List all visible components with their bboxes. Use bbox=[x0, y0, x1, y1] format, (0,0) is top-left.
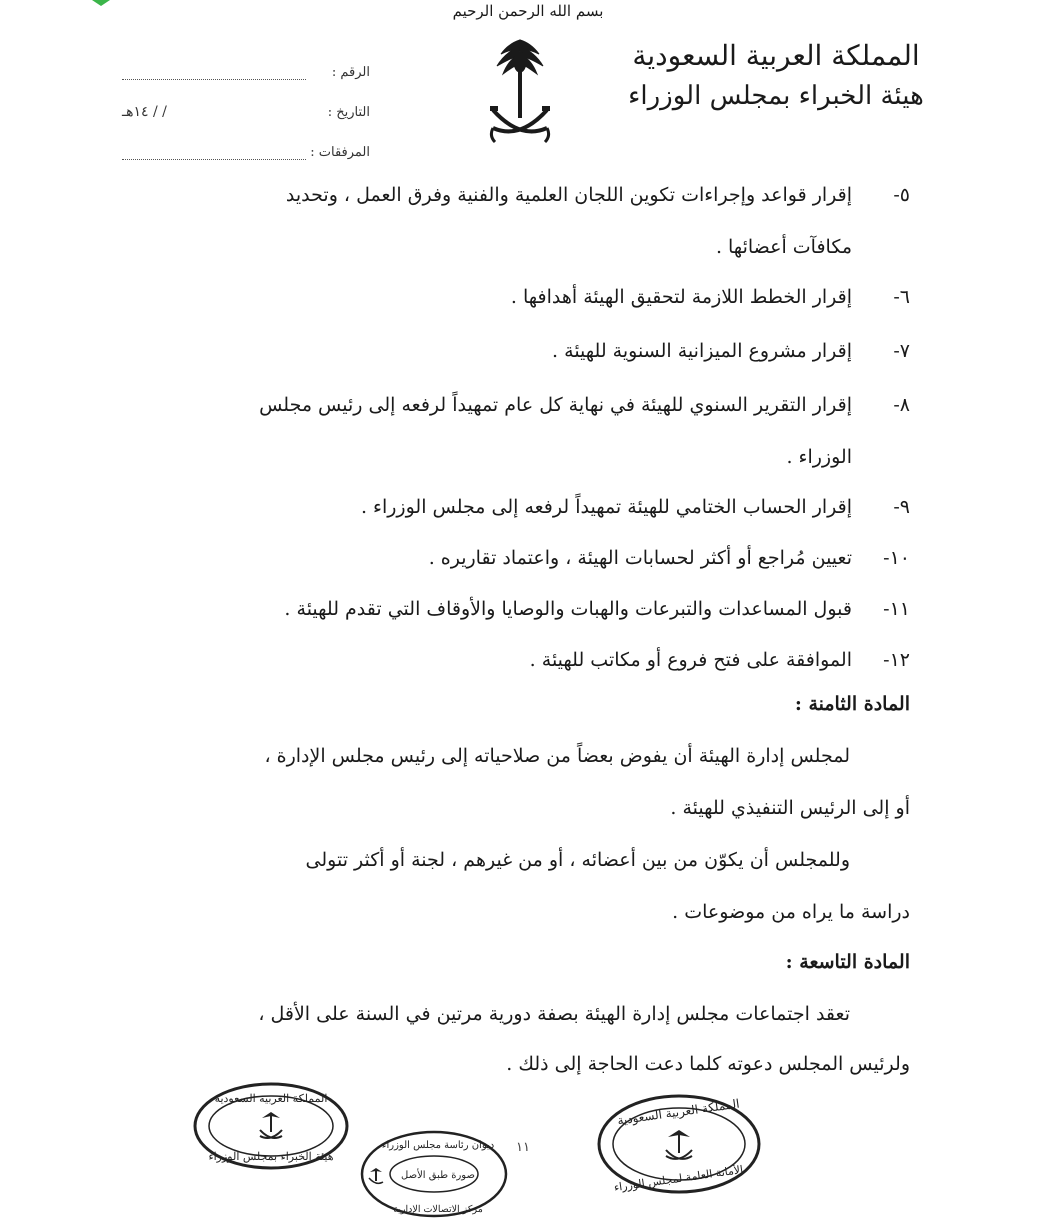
attachments-row bbox=[118, 120, 370, 160]
article-9-para-1-line-2: ولرئيس المجلس دعوته كلما دعت الحاجة إلى ذلك . bbox=[506, 1053, 910, 1075]
ref-number-row bbox=[118, 40, 370, 80]
palm-swords-emblem bbox=[485, 32, 555, 154]
item-number: ٩- bbox=[893, 496, 910, 518]
item-number: ١٠- bbox=[883, 547, 910, 569]
item-text: قبول المساعدات والتبرعات والهبات والوصايا والأوقاف التي تقدم للهيئة . bbox=[284, 598, 852, 620]
item-text: إقرار الحساب الختامي للهيئة تمهيداً لرفعه إلى مجلس الوزراء . bbox=[360, 496, 852, 518]
article-9-heading: المادة التاسعة : bbox=[785, 951, 910, 973]
item-text-block bbox=[140, 390, 852, 472]
basmala: بسم الله الرحمن الرحيم bbox=[452, 2, 604, 20]
item-number: ٦- bbox=[893, 286, 910, 308]
article-8-para-1-line-1: لمجلس إدارة الهيئة أن يفوض بعضاً من صلاحياته إلى رئيس مجلس الإدارة ، bbox=[264, 745, 850, 767]
date-format: / / ١٤هـ bbox=[122, 104, 167, 120]
list-item bbox=[140, 336, 910, 366]
stamp-middle-top-text: ديوان رئاسة مجلس الوزراء bbox=[381, 1140, 495, 1151]
attachments-label: المرفقات : bbox=[310, 145, 370, 160]
org-line-2: هيئة الخبراء بمجلس الوزراء bbox=[628, 81, 924, 111]
date-row bbox=[118, 80, 370, 120]
page-number: ١١ bbox=[516, 1140, 530, 1155]
item-text: إقرار التقرير السنوي للهيئة في نهاية كل عام تمهيداً لرفعه إلى رئيس مجلس bbox=[259, 394, 852, 416]
stamp-left bbox=[192, 1080, 350, 1172]
list-item bbox=[140, 390, 910, 472]
stamp-left-bottom-text: هيئة الخبراء بمجلس الوزراء bbox=[208, 1150, 334, 1163]
item-number: ٥- bbox=[893, 184, 910, 206]
item-number: ١٢- bbox=[883, 649, 910, 671]
item-text-continuation: مكافآت أعضائها . bbox=[715, 236, 852, 258]
ref-blank-line bbox=[122, 67, 306, 80]
stamp-palm-icon bbox=[666, 1130, 692, 1159]
org-line-1: المملكة العربية السعودية bbox=[632, 39, 920, 72]
list-item bbox=[140, 282, 910, 312]
item-number: ٧- bbox=[893, 340, 910, 362]
list-item bbox=[140, 492, 910, 522]
stamp-middle-center-text: صورة طبق الأصل bbox=[401, 1170, 475, 1181]
date-label: التاريخ : bbox=[327, 105, 370, 120]
letterhead-org bbox=[626, 36, 926, 116]
item-text: إقرار قواعد وإجراءات تكوين اللجان العلمية والفنية وفرق العمل ، وتحديد bbox=[285, 184, 852, 206]
article-9-para-1-line-1: تعقد اجتماعات مجلس إدارة الهيئة بصفة دورية مرتين في السنة على الأقل ، bbox=[258, 1003, 850, 1025]
list-item bbox=[140, 645, 910, 675]
item-text: إقرار الخطط اللازمة لتحقيق الهيئة أهدافها . bbox=[510, 286, 852, 308]
stamp-right-top-text: المملكة العربية السعودية bbox=[616, 1096, 741, 1128]
item-text-continuation: الوزراء . bbox=[786, 446, 852, 468]
list-item bbox=[140, 180, 910, 262]
list-item bbox=[140, 543, 910, 573]
stamp-right-bottom-text: الأمانة العامة لمجلس الوزراء bbox=[613, 1163, 744, 1195]
item-text-block bbox=[140, 180, 852, 262]
article-8-para-2-line-2: دراسة ما يراه من موضوعات . bbox=[672, 901, 910, 923]
stamp-right bbox=[594, 1090, 764, 1198]
ref-label: الرقم : bbox=[331, 65, 370, 80]
article-8-para-1-line-2: أو إلى الرئيس التنفيذي للهيئة . bbox=[670, 797, 910, 819]
stamp-middle-bottom-text: مركز الاتصالات الإدارية bbox=[393, 1204, 483, 1215]
item-text: إقرار مشروع الميزانية السنوية للهيئة . bbox=[552, 340, 852, 362]
corner-mark bbox=[92, 0, 110, 6]
reference-fields bbox=[118, 40, 370, 160]
item-text: الموافقة على فتح فروع أو مكاتب للهيئة . bbox=[529, 649, 852, 671]
attachments-blank-line bbox=[122, 147, 306, 160]
stamp-palm-icon bbox=[260, 1112, 282, 1138]
item-number: ٨- bbox=[893, 394, 910, 416]
stamp-middle bbox=[358, 1128, 510, 1220]
article-8-heading: المادة الثامنة : bbox=[794, 693, 910, 715]
stamp-palm-icon bbox=[369, 1168, 383, 1183]
document-body bbox=[140, 180, 910, 1079]
article-8-para-2-line-1: وللمجلس أن يكوّن من بين أعضائه ، أو من غيرهم ، لجنة أو أكثر تتولى bbox=[305, 849, 850, 871]
item-number: ١١- bbox=[883, 598, 910, 620]
item-text: تعيين مُراجع أو أكثر لحسابات الهيئة ، واعتماد تقاريره . bbox=[428, 547, 852, 569]
list-item bbox=[140, 594, 910, 624]
stamp-left-top-text: المملكة العربية السعودية bbox=[214, 1092, 328, 1105]
